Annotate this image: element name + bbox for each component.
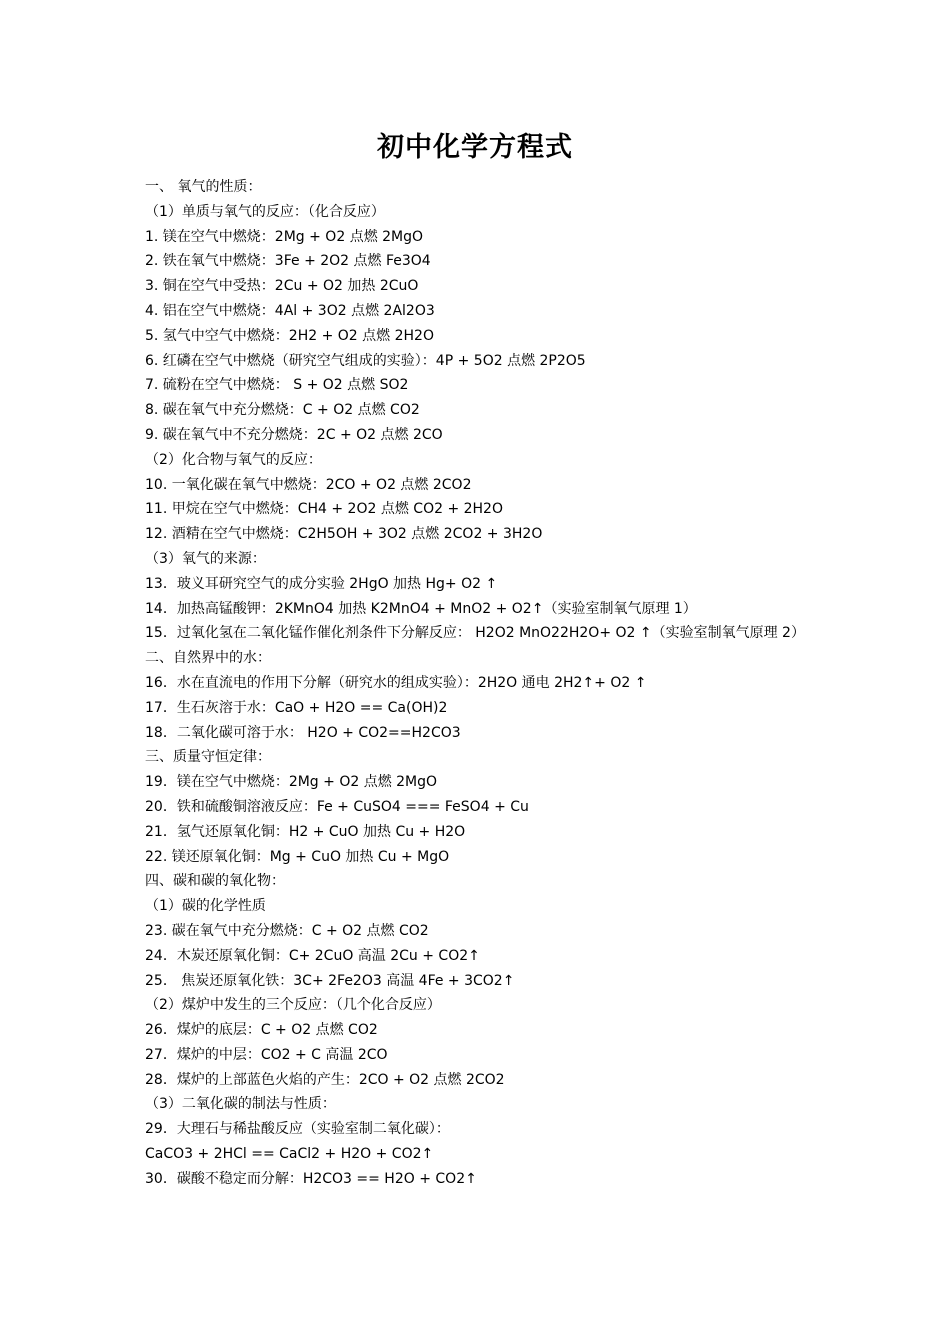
- text-line: 20．铁和硫酸铜溶液反应：Fe + CuSO4 === FeSO4 + Cu: [145, 798, 529, 815]
- text-line: 三、质量守恒定律：: [145, 749, 271, 766]
- text-line: 25． 焦炭还原氧化铁：3C+ 2Fe2O3 高温 4Fe + 3CO2↑: [145, 972, 515, 989]
- text-line: 14．加热高锰酸钾：2KMnO4 加热 K2MnO4 + MnO2 + O2↑（实验室制氧气原理 1）: [145, 600, 697, 617]
- text-line: 17．生石灰溶于水：CaO + H2O == Ca(OH)2: [145, 699, 448, 716]
- document-title: 初中化学方程式: [377, 132, 573, 163]
- text-line: 3. 铜在空气中受热：2Cu + O2 加热 2CuO: [145, 278, 419, 295]
- text-line: 18．二氧化碳可溶于水： H2O + CO2==H2CO3: [145, 724, 461, 741]
- text-line: CaCO3 + 2HCl == CaCl2 + H2O + CO2↑: [145, 1146, 434, 1163]
- text-line: 二、自然界中的水：: [145, 650, 271, 667]
- text-line: 15．过氧化氢在二氧化锰作催化剂条件下分解反应： H2O2 MnO22H2O+ O2 ↑（实验室制氧气原理 2）: [145, 625, 805, 642]
- text-line: 一、 氧气的性质：: [145, 179, 262, 195]
- text-line: 9. 碳在氧气中不充分燃烧：2C + O2 点燃 2CO: [145, 426, 443, 443]
- text-line: 29．大理石与稀盐酸反应（实验室制二氧化碳）：: [145, 1121, 450, 1138]
- text-line: 11. 甲烷在空气中燃烧：CH4 + 2O2 点燃 CO2 + 2H2O: [145, 501, 503, 518]
- text-line: 28．煤炉的上部蓝色火焰的产生：2CO + O2 点燃 2CO2: [145, 1071, 505, 1088]
- text-line: 23. 碳在氧气中充分燃烧：C + O2 点燃 CO2: [145, 922, 429, 939]
- text-line: 27．煤炉的中层：CO2 + C 高温 2CO: [145, 1046, 388, 1063]
- text-line: 6. 红磷在空气中燃烧（研究空气组成的实验）：4P + 5O2 点燃 2P2O5: [145, 352, 586, 369]
- document-body: [145, 175, 817, 1192]
- text-line: 13．玻义耳研究空气的成分实验 2HgO 加热 Hg+ O2 ↑: [145, 575, 498, 592]
- text-line: 12. 酒精在空气中燃烧：C2H5OH + 3O2 点燃 2CO2 + 3H2O: [145, 526, 543, 543]
- text-line: 10. 一氧化碳在氧气中燃烧：2CO + O2 点燃 2CO2: [145, 476, 472, 493]
- text-line: 22. 镁还原氧化铜：Mg + CuO 加热 Cu + MgO: [145, 848, 450, 865]
- text-line: 26．煤炉的底层：C + O2 点燃 CO2: [145, 1022, 378, 1039]
- text-line: （3）二氧化碳的制法与性质：: [145, 1096, 336, 1113]
- text-line: 四、碳和碳的氧化物：: [145, 873, 285, 890]
- text-line: 21．氢气还原氧化铜：H2 + CuO 加热 Cu + H2O: [145, 823, 466, 840]
- text-line: 4. 铝在空气中燃烧：4Al + 3O2 点燃 2Al2O3: [145, 302, 435, 319]
- text-line: （3）氧气的来源：: [145, 550, 266, 567]
- text-line: 30．碳酸不稳定而分解：H2CO3 == H2O + CO2↑: [145, 1170, 477, 1187]
- text-line: 24．木炭还原氧化铜：C+ 2CuO 高温 2Cu + CO2↑: [145, 947, 480, 964]
- text-line: 8. 碳在氧气中充分燃烧：C + O2 点燃 CO2: [145, 402, 420, 419]
- text-line: （1）单质与氧气的反应：（化合反应）: [145, 203, 385, 220]
- text-line: 2. 铁在氧气中燃烧：3Fe + 2O2 点燃 Fe3O4: [145, 253, 431, 270]
- text-line: 16．水在直流电的作用下分解（研究水的组成实验）：2H2O 通电 2H2↑+ O2 ↑: [145, 674, 647, 691]
- text-line: 1. 镁在空气中燃烧：2Mg + O2 点燃 2MgO: [145, 228, 424, 245]
- text-line: （2）煤炉中发生的三个反应：（几个化合反应）: [145, 997, 441, 1014]
- text-line: （2）化合物与氧气的反应：: [145, 451, 322, 468]
- text-line: 19．镁在空气中燃烧：2Mg + O2 点燃 2MgO: [145, 774, 438, 791]
- text-line: 7. 硫粉在空气中燃烧： S + O2 点燃 SO2: [145, 377, 409, 394]
- text-line: 5. 氢气中空气中燃烧：2H2 + O2 点燃 2H2O: [145, 327, 434, 344]
- text-line: （1）碳的化学性质: [145, 898, 266, 915]
